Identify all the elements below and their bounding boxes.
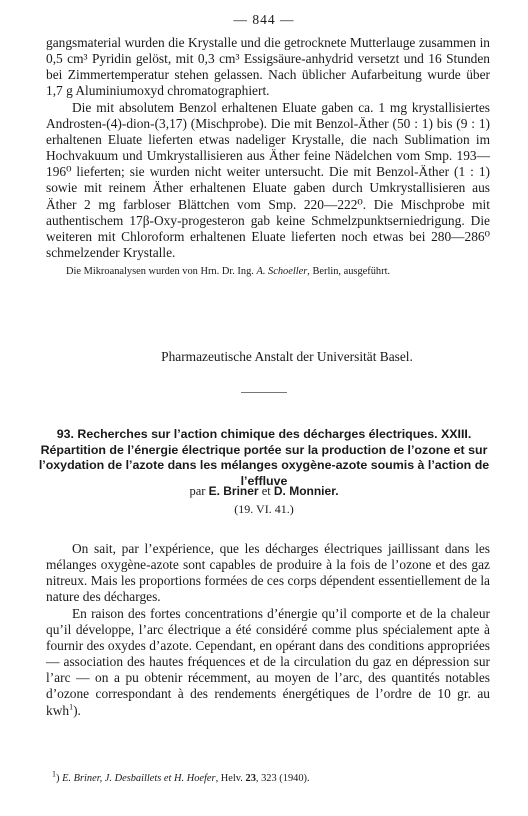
institution: Pharmazeutische Anstalt der Universität Basel. (161, 349, 413, 364)
author-1: E. Briner (208, 484, 259, 498)
section-divider (241, 392, 287, 393)
page-number: — 844 — (233, 12, 295, 27)
footnote-ref: 1 (69, 702, 74, 712)
paragraph-4: En raison des fortes concentrations d’énergie qu’il comporte et de la chaleur qu’il développe, l’arc électrique a été considéré comme plus spécialement apte à fournir des oxydes d’azote. Cependant, en opérant dans des conditions appropriées — association des hautes fréquences et de la circulation du gaz en dépression sur l’arc — on a pu obtenir récemment, au moyen de l’arc, des quantités notables d’ozone correspondant à des rendements énergétiques de l’ordre de 10 gr. au kwh$^1$). (46, 605, 490, 718)
microanalysis-note: Die Mikroanalysen wurden von Hrn. Dr. Ing. A. Schoeller, Berlin, ausgeführt. (66, 266, 391, 278)
german-section (46, 35, 490, 279)
article-title: 93. Recherches sur l’action chimique des décharges électriques. XXIII. Répartition de l’énergie électrique portée sur la production de l’ozone et sur l’oxydation de l’azote dans les mélanges oxygène-azote soumis à l’action de l’effluve (38, 427, 490, 488)
date: (19. VI. 41.) (234, 502, 294, 516)
french-section (46, 541, 490, 719)
paragraph-2: Die mit absolutem Benzol erhaltenen Eluate gaben ca. 1 mg krystallisiertes Androsten-(4)-dion-(3,17) (Mischprobe). Die mit Benzol-Äther (50 : 1) bis (9 : 1) erhaltenen Eluate lieferten etwas nadeliger Krystalle, die nach Sublimation im Hochvakuum und Umkrystallisieren aus Äther feine Nädelchen vom Smp. 193—196⁰ lieferten; sie wurden nicht weiter untersucht. Die mit Benzol-Äther (1 : 1) sowie mit reinem Äther erhaltenen Eluate gaben durch Umkrystallisieren aus Äther 2 mg farbloser Blättchen vom Smp. 220—222⁰. Die Mischprobe mit authentischem 17β-Oxy-progesteron gab keine Schmelzpunktserniedrigung. Die weiteren mit Chloroform erhaltenen Eluate lieferten noch etwas bei 280—286⁰ schmelzender Krystalle. (46, 99, 490, 261)
paragraph-3: On sait, par l’expérience, que les décharges électriques jaillissant dans les mélanges oxygène-azote sont capables de produire à la fois de l’ozone et des gaz nitreux. Mais les proportions formées de ces corps dépendent essentiellement de la nature des décharges. (46, 541, 490, 605)
author-2: D. Monnier. (273, 484, 339, 498)
footnote-authors: E. Briner, J. Desbaillets et H. Hoefer (62, 773, 216, 784)
authors-line: par E. Briner et D. Monnier. (189, 484, 339, 498)
analyst-name: A. Schoeller (256, 266, 308, 278)
footnote-volume: 23 (245, 773, 256, 784)
paragraph-1: gangsmaterial wurden die Krystalle und die getrocknete Mutterlauge zusammen in 0,5 cm³ Pyridin gelöst, mit 0,3 cm³ Essigsäure-anhydrid versetzt und 16 Stunden bei Zimmertemperatur stehen gelassen. Nach üblicher Aufarbeitung wurde über 1,7 g Aluminiumoxyd chromatographiert. (46, 35, 490, 99)
footnote: $^1$) E. Briner, J. Desbaillets et H. Hoefer, Helv. 23, 323 (1940). (52, 769, 310, 784)
